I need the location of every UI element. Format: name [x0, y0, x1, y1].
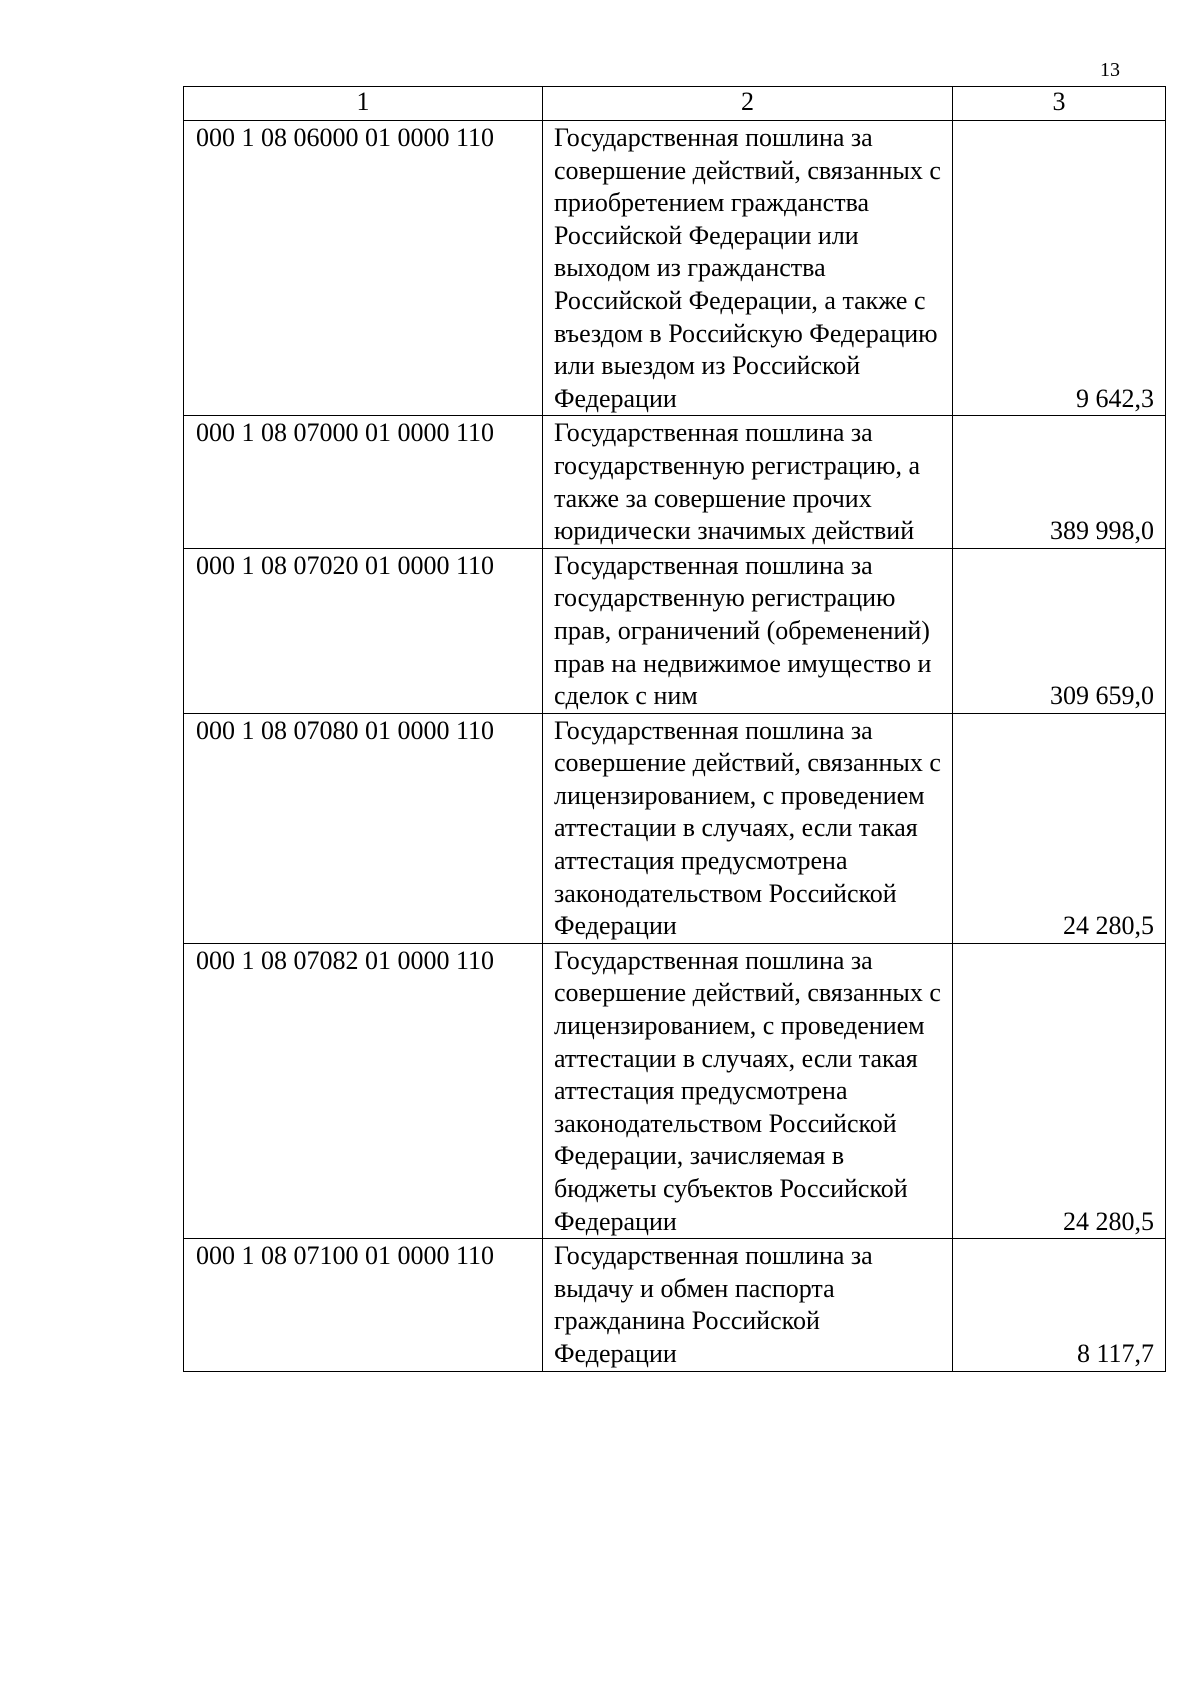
- revenue-code: 000 1 08 07020 01 0000 110: [184, 548, 543, 713]
- table-row: [184, 1239, 1166, 1371]
- revenue-description: Государственная пошлина за выдачу и обмен паспорта гражданина Российской Федерации: [543, 1239, 953, 1371]
- revenue-description: Государственная пошлина за совершение действий, связанных с лицензированием, с проведением аттестации в случаях, если такая аттестация предусмотрена законодательством Российской Федерации: [543, 713, 953, 943]
- revenue-code: 000 1 08 07100 01 0000 110: [184, 1239, 543, 1371]
- revenue-amount: 8 117,7: [953, 1239, 1166, 1371]
- revenue-description: Государственная пошлина за совершение действий, связанных с приобретением гражданства Российской Федерации или выходом из гражданства Российской Федерации, а также с въездом в Российскую Федерацию или выездом из Российской Федерации: [543, 121, 953, 416]
- revenue-amount: 9 642,3: [953, 121, 1166, 416]
- page-number: 13: [1100, 59, 1120, 81]
- table-row: [184, 416, 1166, 548]
- revenue-code: 000 1 08 07082 01 0000 110: [184, 943, 543, 1238]
- table-row: [184, 713, 1166, 943]
- revenue-amount: 309 659,0: [953, 548, 1166, 713]
- revenue-code: 000 1 08 06000 01 0000 110: [184, 121, 543, 416]
- revenue-code: 000 1 08 07000 01 0000 110: [184, 416, 543, 548]
- table-row: [184, 548, 1166, 713]
- header-column-2: 2: [543, 87, 953, 121]
- revenue-amount: 24 280,5: [953, 713, 1166, 943]
- revenue-description: Государственная пошлина за государственную регистрацию прав, ограничений (обременений) прав на недвижимое имущество и сделок с ним: [543, 548, 953, 713]
- budget-revenue-table: [183, 86, 1166, 1372]
- table-header-row: [184, 87, 1166, 121]
- revenue-code: 000 1 08 07080 01 0000 110: [184, 713, 543, 943]
- revenue-description: Государственная пошлина за совершение действий, связанных с лицензированием, с проведением аттестации в случаях, если такая аттестация предусмотрена законодательством Российской Федерации, зачисляемая в бюджеты субъектов Российской Федерации: [543, 943, 953, 1238]
- revenue-amount: 389 998,0: [953, 416, 1166, 548]
- revenue-description: Государственная пошлина за государственную регистрацию, а также за совершение прочих юридически значимых действий: [543, 416, 953, 548]
- header-column-3: 3: [953, 87, 1166, 121]
- revenue-amount: 24 280,5: [953, 943, 1166, 1238]
- header-column-1: 1: [184, 87, 543, 121]
- table-row: [184, 943, 1166, 1238]
- table-row: [184, 121, 1166, 416]
